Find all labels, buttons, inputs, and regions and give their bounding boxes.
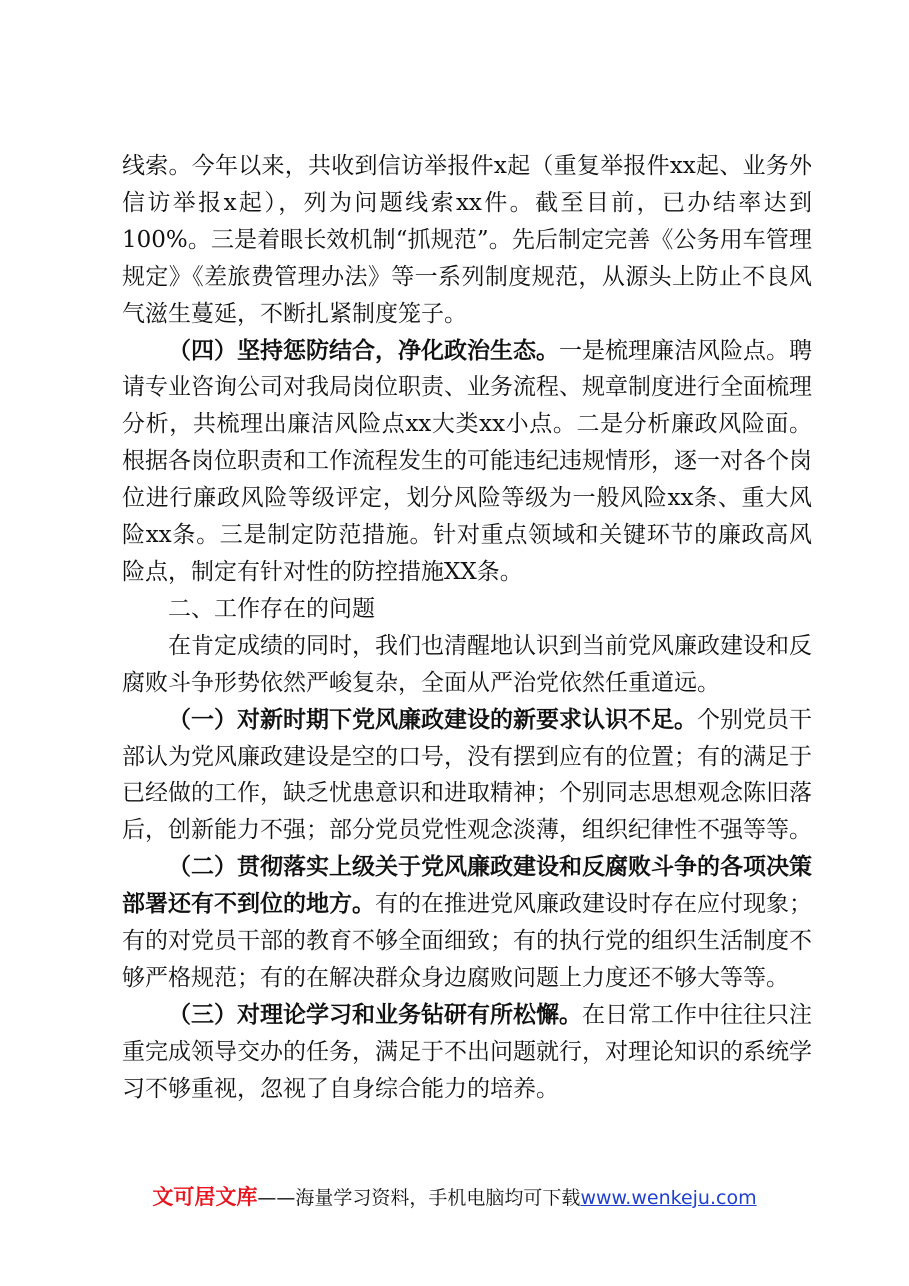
footer-tagline: ——海量学习资料，手机电脑均可下载 xyxy=(257,1187,581,1209)
paragraph-text: 在肯定成绩的同时，我们也清醒地认识到当前党风廉政建设和反腐败斗争形势依然严峻复杂，全面从严治党依然任重道远。 xyxy=(122,632,812,696)
paragraph-text: 有的在推进党风廉政建设时存在应付现象；有的对党员干部的教育不够全面细致；有的执行党的组织生活制度不够严格规范；有的在解决群众身边腐败问题上力度还不够大等等。 xyxy=(122,891,812,991)
paragraph-lead: （一）对新时期下党风廉政建设的新要求认识不足。 xyxy=(168,705,697,733)
paragraph-lead: （四）坚持惩防结合，净化政治生态。 xyxy=(168,336,559,364)
footer-brand: 文可居文库 xyxy=(152,1185,258,1209)
section-heading: 二、工作存在的问题 xyxy=(168,595,375,622)
footer-banner xyxy=(0,1181,909,1211)
footer-link[interactable]: www.wenkeju.com xyxy=(580,1187,757,1209)
paragraph-intro xyxy=(122,628,812,702)
paragraph-issue-one xyxy=(122,702,812,850)
paragraph-section-four xyxy=(122,333,812,591)
paragraph-text: 一是梳理廉洁风险点。聘请专业咨询公司对我局岗位职责、业务流程、规章制度进行全面梳理分析，共梳理出廉洁风险点xx大类xx小点。二是分析廉政风险面。根据各岗位职责和工作流程发生的可能违纪违规情形，逐一对各个岗位进行廉政风险等级评定，划分风险等级为一般风险xx条、重大风险xx条。三是制定防范措施。针对重点领域和关键环节的廉政高风险点，制定有针对性的防控措施XX条。 xyxy=(122,337,812,585)
paragraph-issue-three xyxy=(122,997,812,1108)
paragraph-lead: （二）贯彻落实上级关于党风廉政建设和反腐败斗争的各项决策部署还有不到位的地方。 xyxy=(122,853,812,918)
paragraph-text: 线索。今年以来，共收到信访举报件x起（重复举报件xx起、业务外信访举报x起），列为问题线索xx件。截至目前，已办结率达到100%。三是着眼长效机制“抓规范”。先后制定完善《公务用车管理规定》《差旅费管理办法》等一系列制度规范，从源头上防止不良风气滋生蔓延，不断扎紧制度笼子。 xyxy=(122,153,812,327)
paragraph-text: 在日常工作中往往只注重完成领导交办的任务，满足于不出问题就行，对理论知识的系统学习不够重视，忽视了自身综合能力的培养。 xyxy=(122,1001,812,1102)
paragraph-issue-two xyxy=(122,849,812,997)
paragraph-continuation xyxy=(122,148,812,333)
document-body xyxy=(122,148,812,1108)
paragraph-text: 个别党员干部认为党风廉政建设是空的口号，没有摆到应有的位置；有的满足于已经做的工作，缺乏忧患意识和进取精神；个别同志思想观念陈旧落后，创新能力不强；部分党员党性观念淡薄，组织纪律性不强等等。 xyxy=(122,706,812,844)
paragraph-lead: （三）对理论学习和业务钻研有所松懈。 xyxy=(168,1000,582,1028)
